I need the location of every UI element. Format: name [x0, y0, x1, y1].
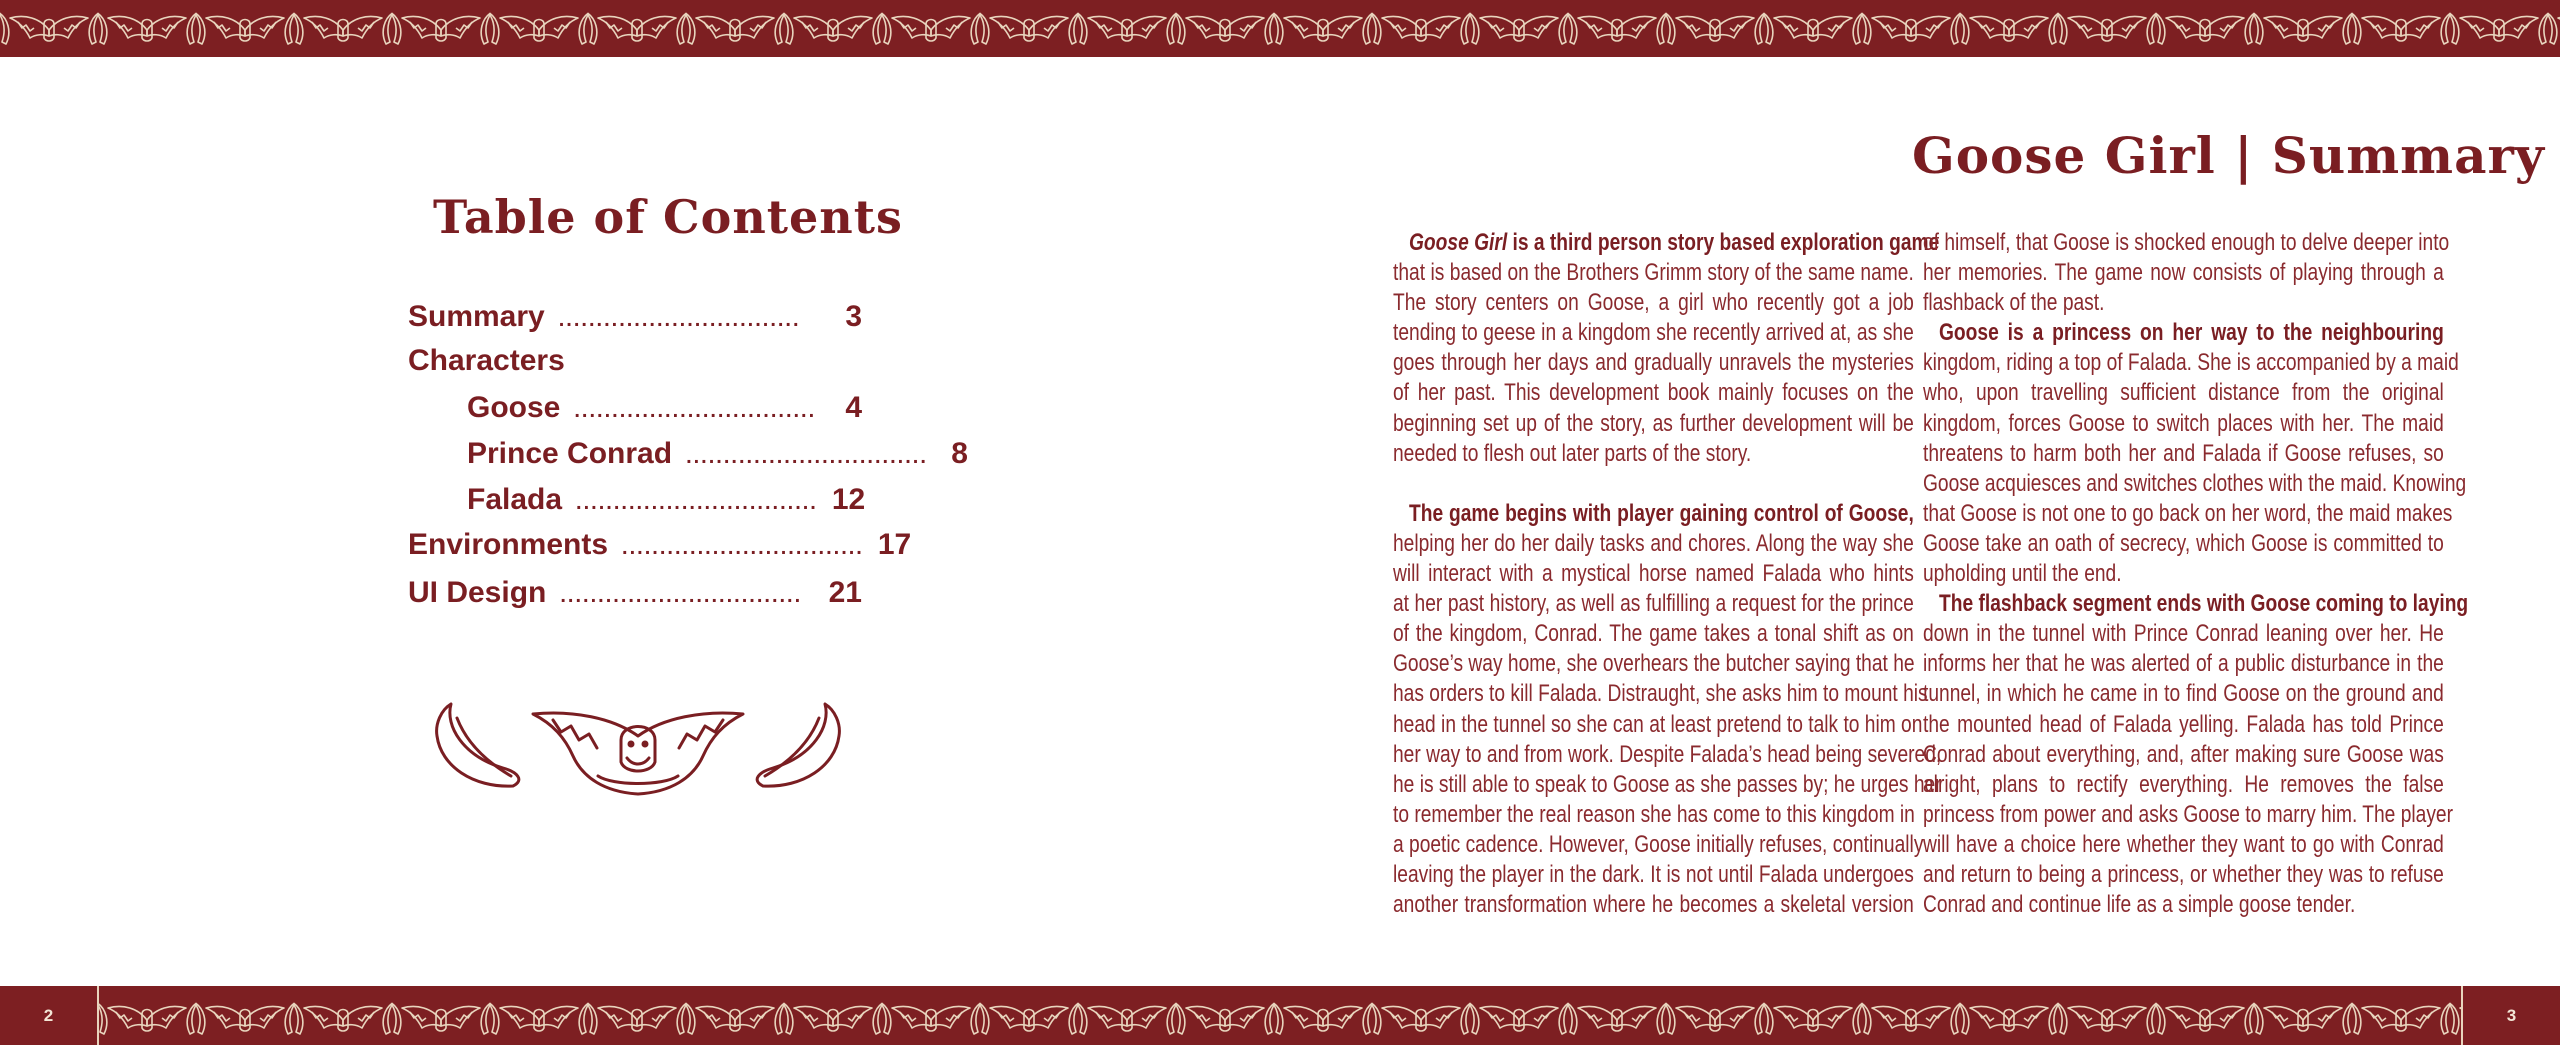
- text-line: her memories. The game now consists of playing through a: [1923, 259, 2444, 287]
- lead-bold-text: The game begins with player gaining control of Goose,: [1409, 499, 1914, 527]
- text-line: Goose take an oath of secrecy, which Goose is committed to: [1923, 529, 2444, 557]
- text-line: alright, plans to rectify everything. He removes the false: [1923, 770, 2444, 798]
- text-line: kingdom, forces Goose to switch places with her. The maid: [1923, 409, 2444, 437]
- lead-bold-text: The flashback segment ends with Goose coming to laying: [1939, 590, 2469, 618]
- text-line: has orders to kill Falada. Distraught, she asks him to mount his: [1393, 680, 1928, 708]
- toc-dot-leader: ................................: [574, 400, 817, 422]
- text-line: Conrad about everything, and, after making sure Goose was: [1923, 740, 2444, 768]
- toc-entry-label: Goose: [467, 391, 561, 424]
- toc-title: Table of Contents: [433, 190, 903, 244]
- text-line: tending to geese in a kingdom she recently arrived at, as she: [1393, 319, 1914, 347]
- text-line: at her past history, as well as fulfilling a request for the prince: [1393, 590, 1914, 618]
- summary-paragraph: [1923, 318, 2467, 589]
- page-number-right: 3: [2461, 986, 2560, 1045]
- text-line: flashback of the past.: [1923, 289, 2105, 317]
- ornament-pattern-icon: [0, 986, 2560, 1045]
- text-line: goes through her days and gradually unravels the mysteries: [1393, 349, 1914, 377]
- toc-dot-leader: ................................: [576, 492, 818, 514]
- text-line: The story centers on Goose, a girl who recently got a job: [1393, 289, 1914, 317]
- toc-dot-leader: ................................: [686, 446, 928, 468]
- toc-dot-leader: ................................: [560, 585, 803, 607]
- summary-column-left: [1393, 228, 1942, 920]
- toc-page-number: 17: [877, 528, 912, 561]
- text-line: who, upon travelling sufficient distance from the original: [1923, 379, 2444, 407]
- text-line: that Goose is not one to go back on her word, the maid makes: [1923, 499, 2453, 527]
- toc-dot-leader: ................................: [558, 309, 801, 331]
- page-number-left: 2: [0, 986, 99, 1045]
- text-line: tunnel, in which he came in to find Goose on the ground and: [1923, 680, 2444, 708]
- text-line: Conrad and continue life as a simple goose tender.: [1923, 891, 2356, 919]
- text-line: needed to flesh out later parts of the story.: [1393, 439, 1752, 467]
- toc-entry-falada[interactable]: [467, 483, 866, 517]
- text-line: beginning set up of the story, as further development will be: [1393, 409, 1914, 437]
- toc-page-number: 21: [828, 576, 862, 609]
- text-line: upholding until the end.: [1923, 560, 2122, 588]
- text-line: threatens to harm both her and Falada if Goose refuses, so: [1923, 439, 2444, 467]
- text-line: informs her that he was alerted of a public disturbance in the: [1923, 650, 2444, 678]
- toc-page-number: 3: [845, 300, 862, 333]
- text-line: a poetic cadence. However, Goose initially refuses, continually: [1393, 830, 1924, 858]
- game-title-emphasis: Goose Girl: [1409, 229, 1508, 256]
- paragraph-lead: [1393, 228, 1940, 258]
- toc-entry-goose[interactable]: [467, 391, 862, 425]
- goose-wings-ornament-icon: [433, 696, 843, 804]
- text-line: Goose acquiesces and switches clothes with the maid. Knowing: [1923, 469, 2467, 497]
- toc-entry-characters[interactable]: [408, 344, 862, 378]
- text-line: and return to being a princess, or whether they was to refuse: [1923, 860, 2444, 888]
- text-line: to remember the real reason she has come to this kingdom in: [1393, 800, 1915, 828]
- text-line: kingdom, riding a top of Falada. She is accompanied by a maid: [1923, 349, 2459, 377]
- summary-paragraph: [1923, 228, 2450, 318]
- text-line: helping her do her daily tasks and chores. Along the way she: [1393, 529, 1914, 557]
- toc-entry-label: UI Design: [408, 576, 547, 609]
- toc-entry-environments[interactable]: [408, 528, 912, 562]
- text-line: of her past. This development book mainly focuses on the: [1393, 379, 1914, 407]
- paragraph-lead: [1393, 499, 1914, 529]
- text-line: head in the tunnel so she can at least pretend to talk to him on: [1393, 710, 1923, 738]
- lead-bold-text: is a third person story based exploration game: [1507, 229, 1940, 256]
- text-line: of himself, that Goose is shocked enough to delve deeper into: [1923, 229, 2450, 256]
- summary-column-right: [1923, 228, 2469, 920]
- toc-entry-label: Summary: [408, 300, 545, 333]
- summary-paragraph: [1923, 589, 2469, 920]
- paragraph-spacer: [1393, 469, 1914, 499]
- toc-page-number: 4: [845, 391, 862, 424]
- toc-entry-label: Environments: [408, 528, 609, 561]
- text-line: down in the tunnel with Prince Conrad leaning over her. He: [1923, 620, 2444, 648]
- text-line: will have a choice here whether they want to go with Conrad: [1923, 830, 2444, 858]
- lead-bold-text: Goose is a princess on her way to the neighbouring: [1939, 319, 2444, 347]
- toc-entry-label: Characters: [408, 344, 565, 377]
- text-line: princess from power and asks Goose to marry him. The player: [1923, 800, 2453, 828]
- text-line: of the kingdom, Conrad. The game takes a tonal shift as on: [1393, 620, 1914, 648]
- toc-entry-summary[interactable]: [408, 300, 862, 334]
- toc-page-number: 12: [831, 483, 866, 516]
- text-line: that is based on the Brothers Grimm story of the same name.: [1393, 259, 1914, 287]
- text-line: another transformation where he becomes a skeletal version: [1393, 891, 1914, 919]
- top-decorative-border: [0, 0, 2560, 57]
- toc-entry-label: Prince Conrad: [467, 437, 673, 470]
- paragraph-lead: [1923, 589, 2469, 619]
- toc-page-number: 8: [951, 437, 968, 470]
- text-line: leaving the player in the dark. It is not until Falada undergoes: [1393, 860, 1914, 888]
- page-title: Goose Girl | Summary: [1912, 126, 2545, 185]
- toc-entry-label: Falada: [467, 483, 563, 516]
- toc-entry-ui-design[interactable]: [408, 576, 862, 610]
- text-line: he is still able to speak to Goose as she passes by; he urges her: [1393, 770, 1942, 798]
- ornament-pattern-icon: [0, 0, 2560, 57]
- text-line: Goose’s way home, she overhears the butcher saying that he: [1393, 650, 1915, 678]
- toc-dot-leader: ................................: [622, 537, 864, 559]
- bottom-decorative-border: [0, 986, 2560, 1045]
- text-line: her way to and from work. Despite Falada’s head being severed,: [1393, 740, 1942, 768]
- summary-paragraph: [1393, 228, 1940, 469]
- summary-paragraph: [1393, 499, 1942, 920]
- text-line: the mounted head of Falada yelling. Falada has told Prince: [1923, 710, 2444, 738]
- text-line: will interact with a mystical horse named Falada who hints: [1393, 560, 1914, 588]
- toc-entry-prince-conrad[interactable]: [467, 437, 968, 471]
- paragraph-lead: [1923, 318, 2444, 348]
